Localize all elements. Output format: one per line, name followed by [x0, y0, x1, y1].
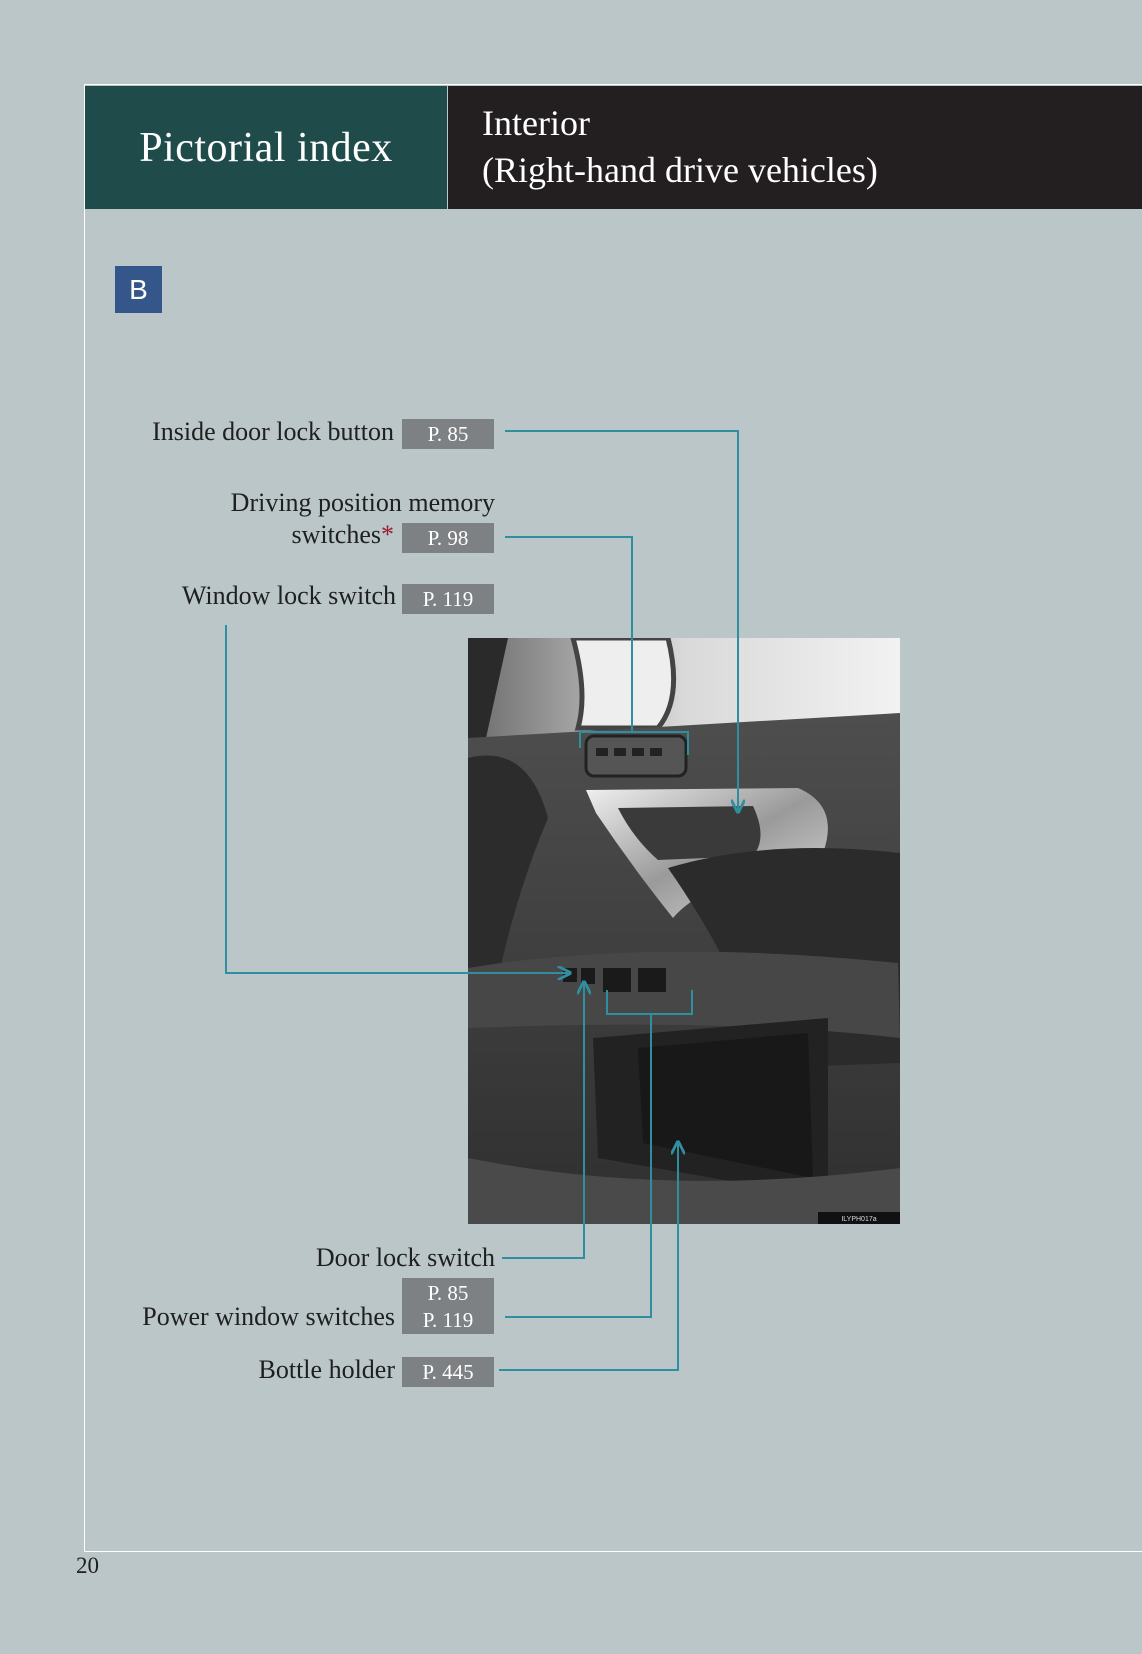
bottle-holder-label: Bottle holder [258, 1355, 395, 1384]
page-title-line1: Interior [482, 103, 590, 143]
inside-door-lock-label: Inside door lock button [152, 417, 394, 446]
section-title: Pictorial index [139, 124, 393, 171]
door-lock-label: Door lock switch [315, 1243, 495, 1272]
driving-memory-label-line2: switches* [291, 520, 394, 549]
section-header [85, 86, 447, 209]
page-title-line2: (Right-hand drive vehicles) [482, 150, 878, 190]
window-lock-label: Window lock switch [181, 581, 396, 610]
inside-door-lock-page-ref[interactable]: P. 85 [402, 419, 494, 449]
driving-memory-label-line1: Driving position memory [230, 488, 495, 517]
power-window-label: Power window switches [142, 1302, 395, 1331]
driving-memory-page-ref[interactable]: P. 98 [402, 523, 494, 553]
image-code: ILYPH017a [841, 1216, 877, 1223]
page-title [448, 86, 1142, 209]
frame-bottom-rule [84, 1551, 1142, 1552]
power-window-page-refs[interactable] [402, 1278, 494, 1334]
power-window-page-ref[interactable]: P. 119 [422, 1308, 474, 1332]
frame-top-rule [84, 84, 1142, 85]
view-badge: B [115, 266, 162, 313]
frame-left-rule [84, 84, 85, 1552]
page-number: 20 [76, 1553, 99, 1578]
asterisk-mark: * [381, 520, 394, 549]
door-interior-photo [468, 638, 900, 1224]
bottle-holder-page-ref[interactable]: P. 445 [402, 1357, 494, 1387]
door-lock-page-ref[interactable]: P. 85 [427, 1281, 469, 1305]
window-lock-page-ref[interactable]: P. 119 [402, 584, 494, 614]
